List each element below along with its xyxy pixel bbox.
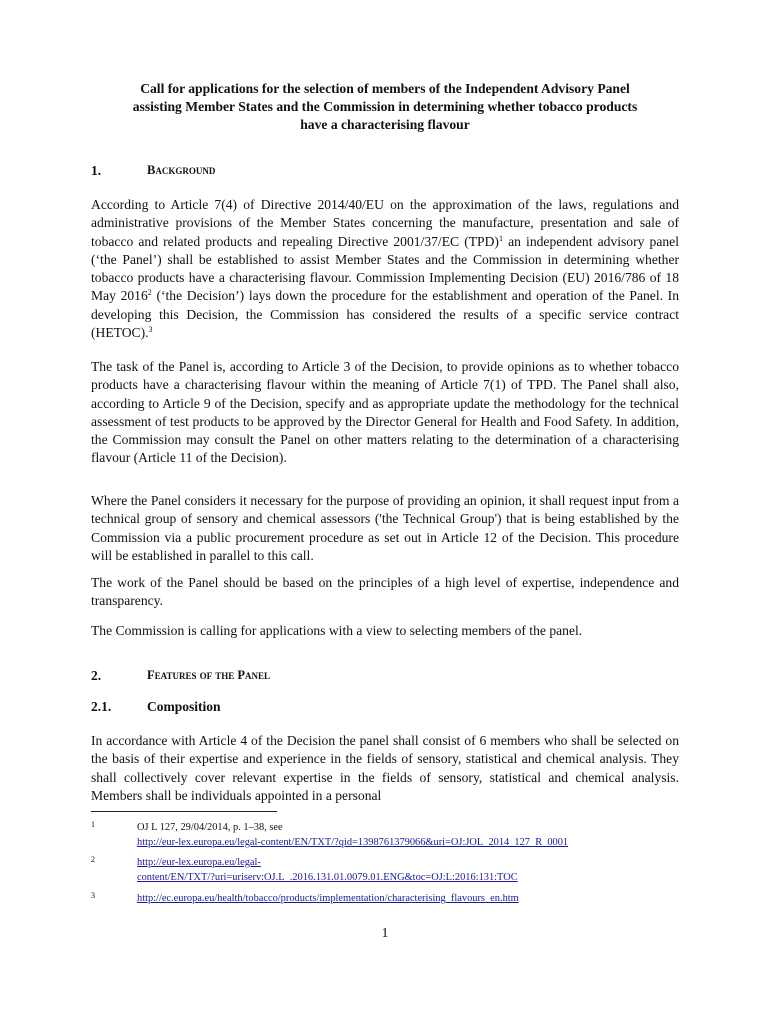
footnote-divider (91, 811, 277, 812)
footnote-mark: 1 (91, 820, 95, 829)
footnote-text: OJ L 127, 29/04/2014, p. 1–38, see (137, 822, 283, 833)
paragraph-composition: In accordance with Article 4 of the Decision the panel shall consist of 6 members who shall be selected on the basis of their expertise and experience in the fields of sensory, statistical and chemical analysis. They shall collectively cover relevant expertise in the fields of sensory, statistical and chemical analysis. Members shall be individuals appointed in a personal (91, 733, 679, 803)
paragraph-principles: The work of the Panel should be based on the principles of a high level of expertise, independence and transparency. (91, 575, 679, 609)
footnote-ref-2[interactable]: 2 (147, 288, 152, 298)
footnote-ref-3[interactable]: 3 (148, 325, 153, 335)
footnote-ref-1[interactable]: 1 (498, 233, 503, 243)
title-line-2: assisting Member States and the Commission in determining whether tobacco products (132, 99, 638, 114)
document-title (80, 80, 690, 134)
footnote-mark: 3 (91, 891, 95, 900)
footnote-link[interactable]: http://ec.europa.eu/health/tobacco/products/implementation/characterising_flavours_en.htm (137, 893, 519, 904)
footnote-link-continued[interactable]: content/EN/TXT/?uri=uriserv:OJ.L_.2016.131.01.0079.01.ENG&toc=OJ:L:2016:131:TOC (137, 872, 518, 883)
section-title: Background (147, 163, 216, 177)
paragraph-background: According to Article 7(4) of Directive 2014/40/EU on the approximation of the laws, regulations and administrative provisions of the Member States concerning the manufacture, presentation and sale of tobacco and related products and repealing Directive 2001/37/EC (TPD)$^1$ an independent advisory panel (‘the Panel’) shall be established to assist Member States and the Commission in determining whether tobacco products have a characterising flavour. Commission Implementing Decision (EU) 2016/786 of 18 May 2016$^2$ (‘the Decision’) lays down the procedure for the establishment and operation of the Panel. In developing this Decision, the Commission has considered the results of a specific service contract (HETOC).$^3$ (91, 197, 679, 341)
paragraph-task: The task of the Panel is, according to Article 3 of the Decision, to provide opinions as to whether tobacco products have a characterising flavour within the meaning of Article 7(1) of TPD. The Panel shall also, according to Article 9 of the Decision, specify and as appropriate update the methodology for the technical assessment of test products to be approved by the Director General for Health and Food Safety. In addition, the Commission may consult the Panel on other matters relating to the determination of a characterising flavour (Article 11 of the Decision). (91, 359, 679, 466)
section-number: 1. (91, 163, 102, 178)
paragraph-call: The Commission is calling for applications with a view to selecting members of the panel. (91, 623, 583, 638)
footnote-link[interactable]: http://eur-lex.europa.eu/legal-content/EN/TXT/?qid=1398761379066&uri=OJ:JOL_2014_127_R_0001 (137, 837, 569, 848)
footnote-mark: 2 (91, 855, 95, 864)
section-title: Composition (147, 699, 221, 714)
page-number: 1 (381, 926, 389, 941)
section-title: Features of the Panel (147, 668, 270, 682)
title-line-3: have a characterising flavour (300, 117, 470, 132)
section-number: 2. (91, 668, 102, 683)
title-line-1: Call for applications for the selection of members of the Independent Advisory Panel (140, 81, 630, 96)
section-number: 2.1. (91, 699, 112, 714)
paragraph-technical-group: Where the Panel considers it necessary for the purpose of providing an opinion, it shall request input from a technical group of sensory and chemical assessors ('the Technical Group') that is being established by the Commission via a public procurement procedure as set out in Article 12 of the Decision. This procedure will be established in parallel to this call. (91, 493, 679, 563)
footnote-link[interactable]: http://eur-lex.europa.eu/legal- (137, 857, 261, 868)
